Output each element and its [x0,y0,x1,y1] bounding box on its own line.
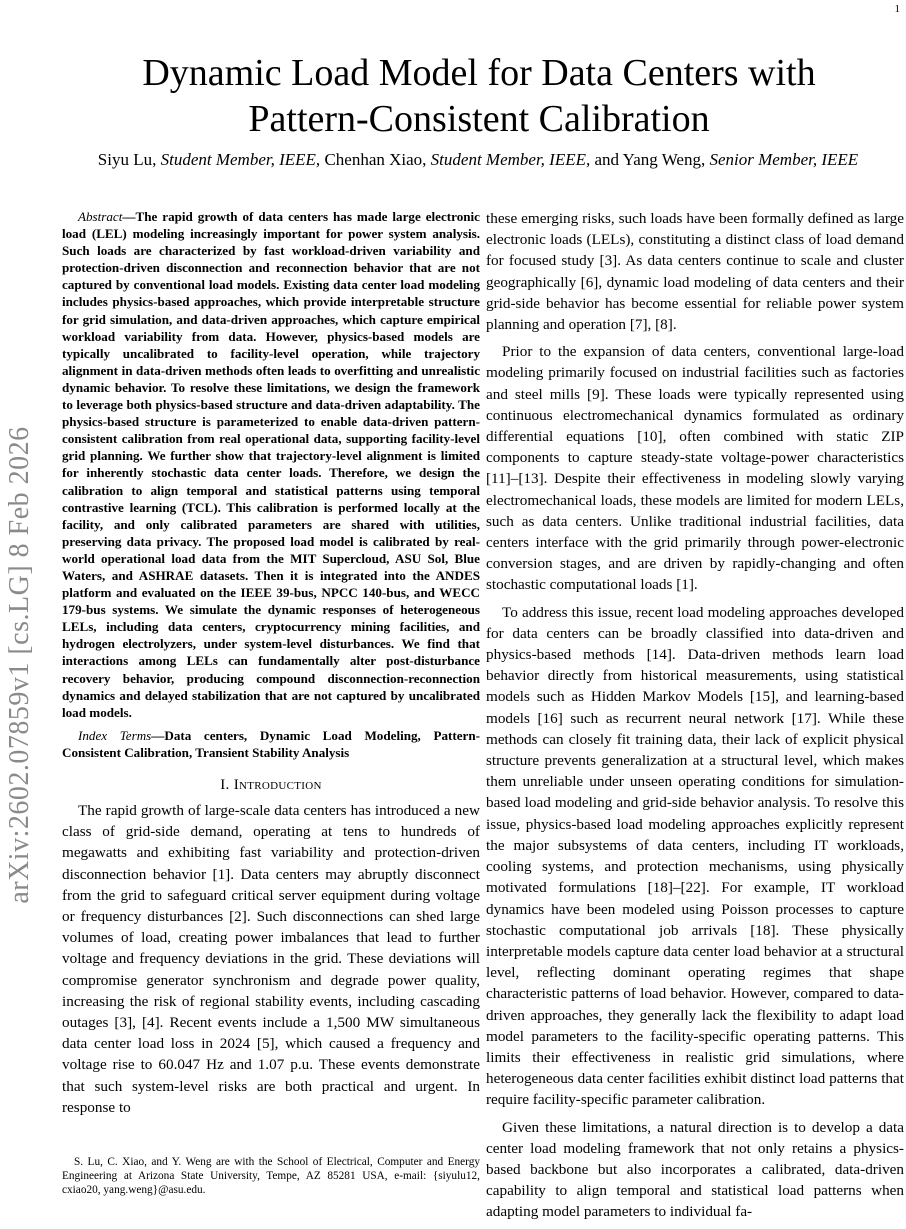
intro-paragraph: The rapid growth of large-scale data centers has introduced a new class of grid-side demand, operating at tens to hundreds of megawatts and exhibiting fast variability and protection-driven disconnection behavior [1]. Data centers may abruptly disconnect from the grid to safeguard critical server equipment during voltage or frequency disturbances [2]. Such disconnections can shed large volumes of load, creating power imbalances that lead to further voltage and frequency deviations in the grid. These deviations will compromise generator synchronism and degrade power quality, increasing the risk of regional stability events, including cascading outages [3], [4]. Recent events include a 1,500 MW simultaneous data center load loss in 2024 [5], which caused a frequency and voltage rise to 60.047 Hz and 1.07 p.u. These events demonstrate that such system-level risks are both practical and urgent. In response to [62,802,480,1116]
left-column [62,208,480,1118]
title-line-2: Pattern-Consistent Calibration [248,98,710,140]
author-affiliation-footnote: S. Lu, C. Xiao, and Y. Weng are with the School of Electrical, Computer and Energy Engineering at Arizona State University, Tempe, AZ 85281 USA, e-mail: {siyulu12, cxiao20, yang.weng}@asu.edu. [62,1156,480,1197]
body-paragraph: Given these limitations, a natural direction is to develop a data center load modeling framework that not only retains a physics-based backbone but also incorporates a calibrated, data-driven capability to align temporal and statistical load patterns when adapting model parameters to individual fa- [486,1118,904,1221]
author-name: and Yang Weng, [594,150,706,169]
index-terms: Index Terms—Data centers, Dynamic Load Modeling, Pattern-Consistent Calibration, Transient Stability Analysis [62,727,481,760]
abstract: Abstract—The rapid growth of data centers has made large electronic load (LEL) modeling increasingly important for power system analysis. Such loads are characterized by fast workload-driven variability and protection-driven disconnection and reconnection behavior that are not captured by conventional load models. Existing data center load modeling includes physics-based approaches, which provide interpretable structure for grid simulation, and data-driven approaches, which capture empirical workload variability from data. However, physics-based models are typically uncalibrated to facility-level operation, while trajectory alignment in data-driven methods often leads to overfitting and unrealistic dynamic behavior. To resolve these limitations, we design the framework to leverage both physics-based structure and data-driven adaptability. The physics-based structure is parameterized to enable data-driven pattern-consistent calibration from real operational data, supporting facility-level grid planning. We further show that trajectory-level alignment is limited for inherently stochastic data center loads. Therefore, we design the calibration to align temporal and statistical patterns using temporal contrastive learning (TCL). This calibration is performed locally at the facility, and only calibrated parameters are shared with utilities, preserving data privacy. The proposed load model is calibrated by real-world operational load data from the MIT Supercloud, ASU Sol, Blue Waters, and ASHRAE datasets. Then it is integrated into the ANDES platform and evaluated on the IEEE 39-bus, NPCC 140-bus, and WECC 179-bus systems. We simulate the dynamic responses of heterogeneous LELs, including data centers, cryptocurrency mining facilities, and hydrogen electrolyzers, under system-level disturbances. We find that interactions among LELs can fundamentally alter post-disturbance recovery behavior, producing compound disconnection-reconnection dynamics and delayed stabilization that are not captured by uncalibrated load models. [62,209,480,720]
paper-title [60,50,898,142]
abstract-label: Abstract [78,209,123,224]
right-column [486,208,904,1229]
author-name: Siyu Lu, [97,150,157,169]
index-terms-label: Index Terms [78,727,152,743]
body-paragraph: To address this issue, recent load modeling approaches developed for data centers can be broadly classified into data-driven and physics-based methods [14]. Data-driven methods learn load behavior directly from historical measurements, using statistical models such as Hidden Markov Models [15], and learning-based models [16] such as recurrent neural network [17]. While these methods can closely fit training data, their lack of explicit physical structure prevents generalization at a structural level, which makes them unreliable under unseen operating conditions for simulation-based load modeling and grid-side behavior analysis. To resolve this issue, physics-based load modeling approaches explicitly represent the major subsystems of data centers, including IT workloads, cooling systems, and protection mechanisms, using physically motivated formulations [18]–[22]. For example, IT workload dynamics have been modeled using Poisson processes to capture stochastic computational job arrivals [18]. These physically interpretable models capture data center load behavior at a structural level, reflecting dominant operating regimes that shape characteristic patterns of load behavior. However, compared to data-driven approaches, they generally lack the flexibility to adapt load model parameters to the facility-specific operating patterns. This limits their effectiveness in realistic grid simulations, where heterogeneous data center facilities exhibit distinct load patterns that require facility-specific parameter calibration. [486,603,904,1109]
section-number: I. [220,777,230,793]
body-paragraph: Prior to the expansion of data centers, conventional large-load modeling primarily focused on industrial facilities such as factories and steel mills [9]. These loads were typically represented using continuous electromechanical dynamics formulated as ordinary differential equations [10], often combined with static ZIP components to capture steady-state voltage-power characteristics [11]–[13]. Despite their effectiveness in modeling slowly varying electromechanical loads, these models are limited for modern LELs, such as data centers. Unlike traditional industrial facilities, data centers interface with the grid primarily through power-electronic conversion stages, and are driven by rapidly-changing and often stochastic computational loads [1]. [486,343,904,594]
author-name: Chenhan Xiao, [324,150,427,169]
author-role: Senior Member, IEEE [709,150,859,169]
author-role: Student Member, IEEE, [160,150,321,169]
page-number: 1 [894,3,900,15]
section-title: Introduction [233,777,322,793]
arxiv-identifier: arXiv:2602.07859v1 [cs.LG] 8 Feb 2026 [4,426,35,904]
author-role: Student Member, IEEE, [430,150,591,169]
title-line-1: Dynamic Load Model for Data Centers with [142,52,816,94]
author-list [30,150,906,170]
body-paragraph: these emerging risks, such loads have been formally defined as large electronic loads (LELs), constituting a distinct class of load demand for focused study [3]. As data centers continue to scale and cluster geographically [6], dynamic load modeling of data centers and their grid-side behavior has become essential for reliable power system planning and operation [7], [8]. [486,210,904,334]
index-terms-text: Data centers, Dynamic Load Modeling, Pattern-Consistent Calibration, Transient Stability Analysis [62,727,481,760]
abstract-text: The rapid growth of data centers has made large electronic load (LEL) modeling increasingly important for power system analysis. Such loads are characterized by fast workload-driven variability and protection-driven disconnection and reconnection behavior that are not captured by conventional load models. Existing data center load modeling includes physics-based approaches, which provide interpretable structure for grid simulation, and data-driven approaches, which capture empirical workload variability from data. However, physics-based models are typically uncalibrated to facility-level operation, while trajectory alignment in data-driven methods often leads to overfitting and unrealistic dynamic behavior. To resolve these limitations, we design the framework to leverage both physics-based structure and data-driven adaptability. The physics-based structure is parameterized to enable data-driven pattern-consistent calibration from real operational data, supporting facility-level grid planning. We further show that trajectory-level alignment is limited for inherently stochastic data center loads. Therefore, we design the calibration to align temporal and statistical patterns using temporal contrastive learning (TCL). This calibration is performed locally at the facility, and only calibrated parameters are shared with utilities, preserving data privacy. The proposed load model is calibrated by real-world operational load data from the MIT Supercloud, ASU Sol, Blue Waters, and ASHRAE datasets. Then it is integrated into the ANDES platform and evaluated on the IEEE 39-bus, NPCC 140-bus, and WECC 179-bus systems. We simulate the dynamic responses of heterogeneous LELs, including data centers, cryptocurrency mining facilities, and hydrogen electrolyzers, under system-level disturbances. We find that interactions among LELs can fundamentally alter post-disturbance recovery behavior, producing compound disconnection-reconnection dynamics and delayed stabilization that are not captured by uncalibrated load models. [62,209,480,720]
section-heading [62,777,480,794]
